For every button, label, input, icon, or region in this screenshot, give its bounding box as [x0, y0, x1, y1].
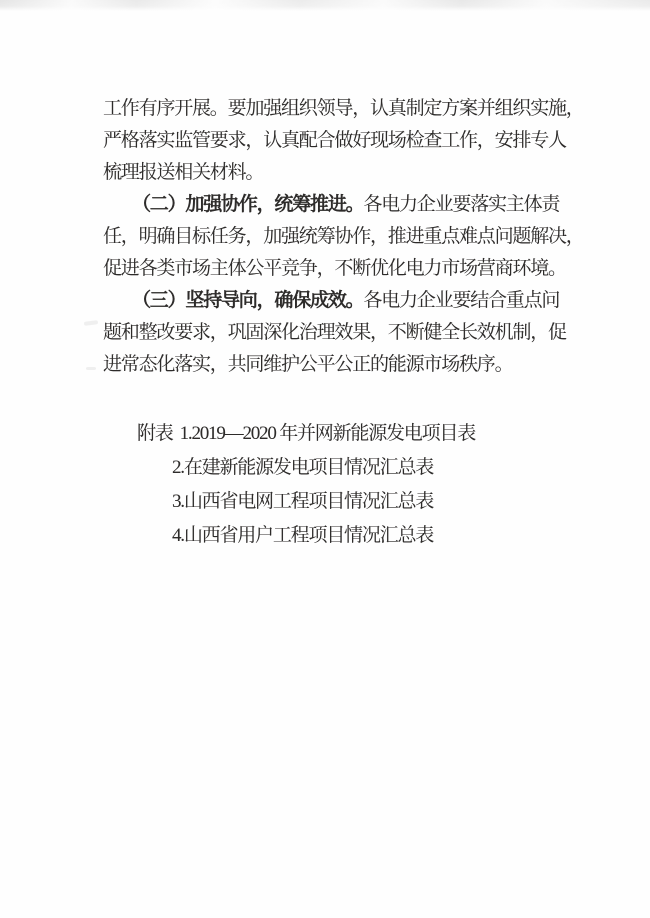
body-line-paragraph-start: [103, 285, 593, 317]
paragraph-lead-rest: 各电力企业要结合重点问: [363, 290, 560, 311]
scan-artifact-top-band: [0, 0, 650, 11]
attachment-item: 2.在建新能源发电项目情况汇总表: [172, 457, 434, 478]
body-line: 题和整改要求，巩固深化治理效果，不断健全长效机制，促: [103, 322, 566, 343]
attachment-item-text: 1.2019—2020 年并网新能源发电项目表: [179, 423, 476, 444]
paragraph-lead-rest: 各电力企业要落实主体责: [363, 194, 560, 215]
body-line: 严格落实监管要求，认真配合做好现场检查工作，安排专人: [103, 130, 566, 151]
paragraph-lead-heading: （三）坚持导向，确保成效。: [132, 290, 364, 311]
attachment-item: [137, 417, 475, 451]
body-line: 促进各类市场主体公平竞争，不断优化电力市场营商环境。: [103, 258, 566, 279]
attachment-item: 3.山西省电网工程项目情况汇总表: [172, 491, 434, 512]
paragraph-lead-heading: （二）加强协作，统筹推进。: [132, 194, 364, 215]
body-line: 任，明确目标任务，加强统筹协作，推进重点难点问题解决，: [103, 226, 584, 247]
attachment-list: [137, 417, 475, 553]
body-line: 工作有序开展。要加强组织领导，认真制定方案并组织实施，: [103, 98, 584, 119]
document-body: [103, 93, 593, 381]
scan-artifact-smudge: [84, 320, 98, 326]
scan-artifact-smudge: [86, 367, 96, 370]
attachment-label: 附表: [137, 423, 173, 444]
body-line: 进常态化落实，共同维护公平公正的能源市场秩序。: [103, 354, 513, 375]
attachment-item: 4.山西省用户工程项目情况汇总表: [172, 525, 434, 546]
body-line: 梳理报送相关材料。: [103, 162, 264, 183]
body-line-paragraph-start: [103, 189, 593, 221]
